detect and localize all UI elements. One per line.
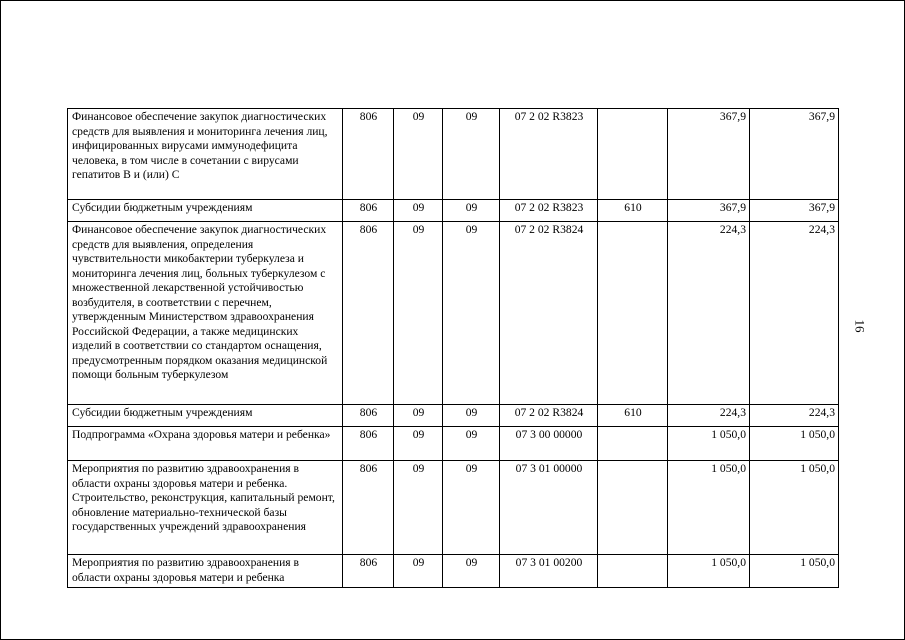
row-section: 09: [394, 427, 443, 461]
row-name: Мероприятия по развитию здравоохранения в области охраны здоровья матери и ребенка: [68, 555, 343, 588]
row-subsection: 09: [443, 461, 500, 555]
row-amount-1: 224,3: [668, 222, 750, 405]
row-amount-2: 1 050,0: [750, 555, 839, 588]
row-subsection: 09: [443, 200, 500, 222]
row-target: 07 3 00 00000: [500, 427, 598, 461]
table-row: [68, 109, 839, 200]
row-subsection: 09: [443, 427, 500, 461]
row-amount-1: 367,9: [668, 200, 750, 222]
row-amount-1: 367,9: [668, 109, 750, 200]
row-amount-1: 1 050,0: [668, 427, 750, 461]
row-expense-type: [598, 109, 668, 200]
row-section: 09: [394, 461, 443, 555]
row-subsection: 09: [443, 405, 500, 427]
row-section: 09: [394, 222, 443, 405]
row-target: 07 2 02 R3823: [500, 109, 598, 200]
table-row: [68, 405, 839, 427]
row-ministry: 806: [343, 222, 394, 405]
row-ministry: 806: [343, 555, 394, 588]
row-target: 07 3 01 00000: [500, 461, 598, 555]
row-name: Мероприятия по развитию здравоохранения в области охраны здоровья матери и ребенка. Строительство, реконструкция, капитальный ремонт, обновление материально-технической базы государственных учреждений здравоохранения: [68, 461, 343, 555]
row-amount-1: 1 050,0: [668, 555, 750, 588]
row-amount-2: 367,9: [750, 200, 839, 222]
row-section: 09: [394, 109, 443, 200]
row-amount-2: 224,3: [750, 222, 839, 405]
row-ministry: 806: [343, 109, 394, 200]
row-expense-type: [598, 555, 668, 588]
row-ministry: 806: [343, 461, 394, 555]
row-subsection: 09: [443, 222, 500, 405]
row-ministry: 806: [343, 405, 394, 427]
page-number: 16: [852, 319, 868, 333]
row-amount-2: 367,9: [750, 109, 839, 200]
row-expense-type: 610: [598, 405, 668, 427]
row-section: 09: [394, 405, 443, 427]
row-expense-type: [598, 427, 668, 461]
row-name: Финансовое обеспечение закупок диагностических средств для выявления и мониторинга лечения лиц, инфицированных вирусами иммунодефицита человека, в том числе в сочетании с вирусами гепатитов В и (или) С: [68, 109, 343, 200]
row-name: Финансовое обеспечение закупок диагностических средств для выявления, определения чувствительности микобактерии туберкулеза и мониторинга лечения лиц, больных туберкулезом с множественной лекарственной устойчивостью возбудителя, в соответствии с перечнем, утвержденным Министерством здравоохранения Российской Федерации, а также медицинских изделий в соответствии со стандартом оснащения, предусмотренным порядком оказания медицинской помощи больным туберкулезом: [68, 222, 343, 405]
table-row: [68, 200, 839, 222]
row-name: Субсидии бюджетным учреждениям: [68, 200, 343, 222]
row-amount-1: 1 050,0: [668, 461, 750, 555]
row-target: 07 2 02 R3823: [500, 200, 598, 222]
row-expense-type: [598, 222, 668, 405]
row-amount-1: 224,3: [668, 405, 750, 427]
row-subsection: 09: [443, 555, 500, 588]
row-amount-2: 1 050,0: [750, 427, 839, 461]
row-target: 07 3 01 00200: [500, 555, 598, 588]
table-row: [68, 461, 839, 555]
row-amount-2: 224,3: [750, 405, 839, 427]
row-ministry: 806: [343, 427, 394, 461]
table-row: [68, 555, 839, 588]
row-amount-2: 1 050,0: [750, 461, 839, 555]
row-ministry: 806: [343, 200, 394, 222]
row-target: 07 2 02 R3824: [500, 405, 598, 427]
row-name: Субсидии бюджетным учреждениям: [68, 405, 343, 427]
row-section: 09: [394, 200, 443, 222]
budget-table: [67, 108, 839, 588]
row-name: Подпрограмма «Охрана здоровья матери и ребенка»: [68, 427, 343, 461]
row-subsection: 09: [443, 109, 500, 200]
row-section: 09: [394, 555, 443, 588]
row-target: 07 2 02 R3824: [500, 222, 598, 405]
table-row: [68, 222, 839, 405]
row-expense-type: 610: [598, 200, 668, 222]
row-expense-type: [598, 461, 668, 555]
table-row: [68, 427, 839, 461]
